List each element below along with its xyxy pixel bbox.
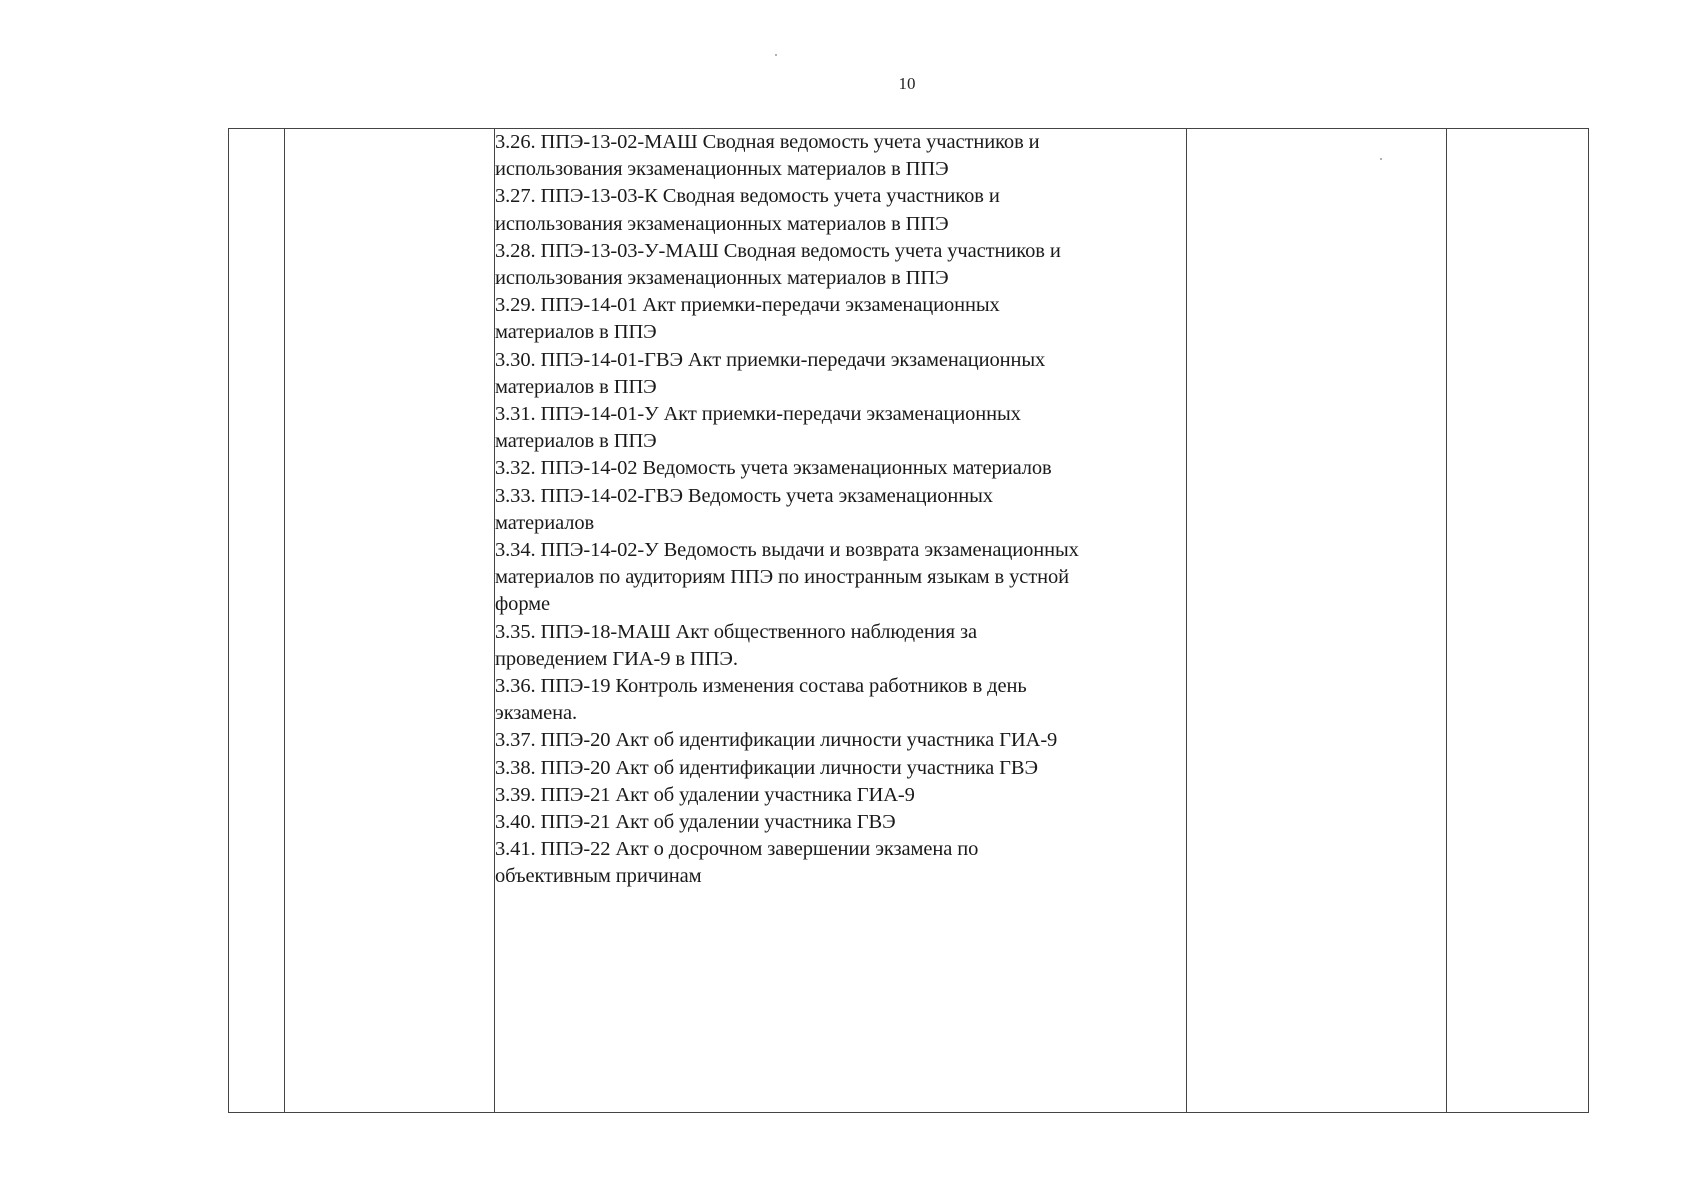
scan-artifact: [775, 54, 777, 56]
list-item: [495, 238, 1185, 292]
list-item-line: экзамена.: [495, 702, 578, 725]
list-item-line: 3.27. ППЭ-13-03-К Сводная ведомость учета участников и: [495, 185, 1000, 208]
list-item-line: 3.32. ППЭ-14-02 Ведомость учета экзаменационных материалов: [495, 457, 1052, 480]
list-item: [495, 401, 1185, 455]
list-item: [495, 292, 1185, 346]
column-divider-4: [1446, 129, 1447, 1112]
document-table: [228, 128, 1589, 1113]
column-divider-1: [284, 129, 285, 1112]
list-item-line: проведением ГИА-9 в ППЭ.: [495, 647, 738, 670]
list-item-line: материалов по аудиториям ППЭ по иностранным языкам в устной: [495, 566, 1070, 589]
list-item: [495, 619, 1185, 673]
list-item-line: 3.36. ППЭ-19 Контроль изменения состава работников в день: [495, 675, 1027, 698]
list-item-line: 3.34. ППЭ-14-02-У Ведомость выдачи и возврата экзаменационных: [495, 539, 1079, 562]
list-item: [495, 727, 1185, 754]
list-item-line: 3.37. ППЭ-20 Акт об идентификации личности участника ГИА-9: [495, 729, 1058, 752]
list-item-line: 3.40. ППЭ-21 Акт об удалении участника ГВЭ: [495, 811, 896, 834]
list-item-line: 3.31. ППЭ-14-01-У Акт приемки-передачи экзаменационных: [495, 403, 1021, 426]
scan-artifact: [1380, 158, 1382, 160]
list-item-line: материалов в ППЭ: [495, 430, 657, 453]
list-item-line: 3.39. ППЭ-21 Акт об удалении участника ГИА-9: [495, 783, 915, 806]
list-item: [495, 483, 1185, 537]
list-item-line: использования экзаменационных материалов в ППЭ: [495, 267, 949, 290]
document-list-cell: [495, 129, 1185, 891]
list-item: [495, 836, 1185, 890]
list-item: [495, 755, 1185, 782]
list-item-line: материалов: [495, 511, 595, 534]
list-item: [495, 347, 1185, 401]
list-item: [495, 673, 1185, 727]
list-item-line: 3.30. ППЭ-14-01-ГВЭ Акт приемки-передачи экзаменационных: [495, 348, 1046, 371]
list-item: [495, 782, 1185, 809]
list-item-line: 3.28. ППЭ-13-03-У-МАШ Сводная ведомость учета участников и: [495, 239, 1061, 262]
list-item-line: материалов в ППЭ: [495, 321, 657, 344]
list-item-line: использования экзаменационных материалов в ППЭ: [495, 212, 949, 235]
list-item-line: 3.38. ППЭ-20 Акт об идентификации личности участника ГВЭ: [495, 756, 1038, 779]
list-item-line: объективным причинам: [495, 865, 702, 888]
list-item: [495, 455, 1185, 482]
list-item-line: 3.35. ППЭ-18-МАШ Акт общественного наблюдения за: [495, 620, 978, 643]
list-item: [495, 183, 1185, 237]
list-item: [495, 809, 1185, 836]
list-item: [495, 537, 1185, 619]
list-item-line: использования экзаменационных материалов в ППЭ: [495, 158, 949, 181]
list-item-line: 3.26. ППЭ-13-02-МАШ Сводная ведомость учета участников и: [495, 131, 1040, 153]
list-item-line: 3.29. ППЭ-14-01 Акт приемки-передачи экзаменационных: [495, 294, 1000, 317]
list-item-line: форме: [495, 593, 551, 616]
page-number: 10: [898, 74, 916, 93]
list-item: [495, 129, 1185, 183]
list-item-line: 3.41. ППЭ-22 Акт о досрочном завершении экзамена по: [495, 838, 979, 861]
list-item-line: материалов в ППЭ: [495, 375, 657, 398]
column-divider-3: [1186, 129, 1187, 1112]
list-item-line: 3.33. ППЭ-14-02-ГВЭ Ведомость учета экзаменационных: [495, 484, 993, 507]
